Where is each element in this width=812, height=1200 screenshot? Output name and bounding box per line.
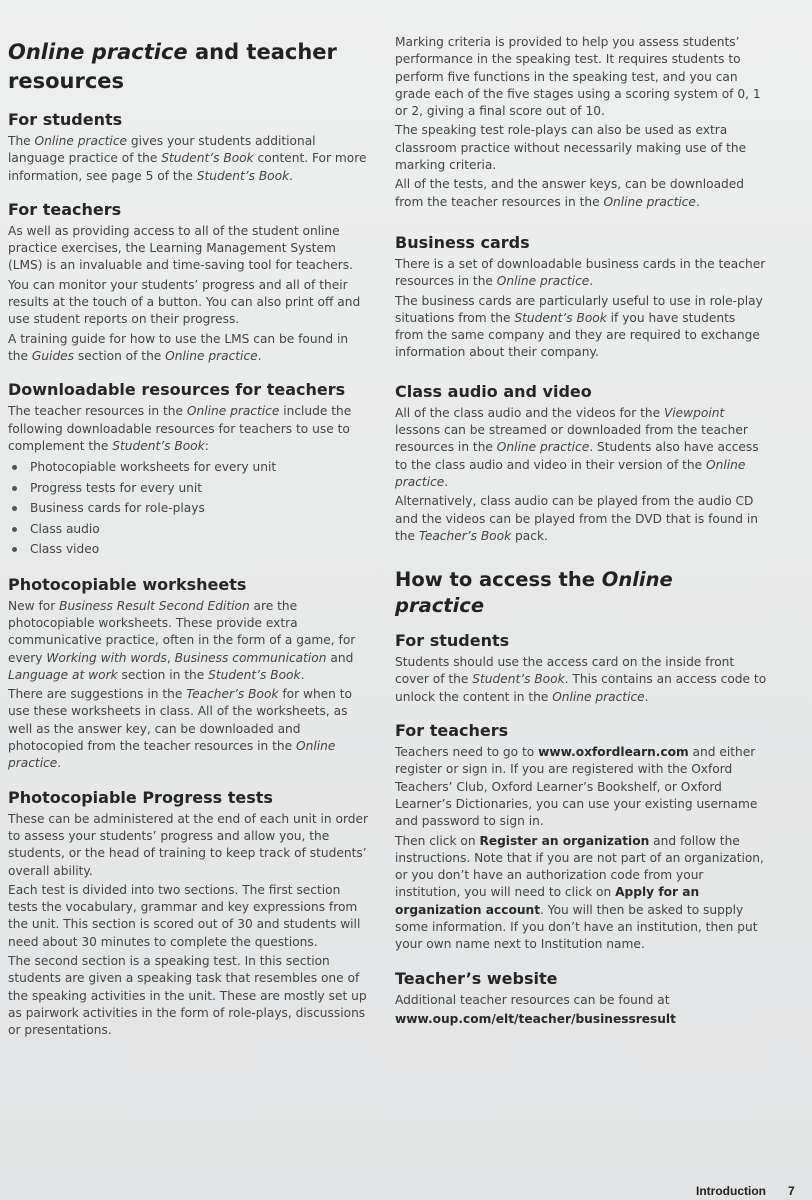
- left-column: [8, 38, 368, 1054]
- audio-video-section: [395, 382, 767, 545]
- page-number: 7: [787, 1184, 795, 1198]
- access-teachers-paragraph-1: Teachers need to go to www.oxfordlearn.com and either register or sign in. If you are registered with the Oxford Teachers’ Club, Oxford Learner’s Bookshelf, or Oxford Learner’s Dictionaries, you can use your existing username and password to sign in.: [395, 745, 758, 829]
- list-item: Class audio: [8, 519, 368, 540]
- students-section: [8, 110, 368, 185]
- list-item: Progress tests for every unit: [8, 478, 368, 499]
- students-heading: For students: [8, 110, 123, 129]
- website-url: www.oup.com/elt/teacher/businessresult: [395, 1011, 676, 1026]
- worksheets-section: [8, 575, 368, 773]
- progress-paragraph-1: These can be administered at the end of each unit in order to assess your students’ progress and allow you, the students, or the head of training to keep track of students’ overall ability.: [8, 811, 369, 878]
- access-teachers-section: [395, 721, 767, 954]
- downloadable-paragraph: The teacher resources in the Online practice include the following downloadable resources for teachers to use to complement the Student’s Book:: [8, 404, 352, 453]
- business-cards-heading: Business cards: [395, 232, 530, 252]
- list-item: Class video: [8, 539, 368, 560]
- audio-video-heading: Class audio and video: [395, 381, 592, 401]
- access-students-heading: For students: [395, 631, 510, 651]
- page-footer: [696, 1184, 795, 1198]
- list-item: Business cards for role-plays: [8, 498, 368, 519]
- list-item: Photocopiable worksheets for every unit: [8, 457, 368, 478]
- footer-section: Introduction: [696, 1184, 766, 1198]
- website-paragraph: Additional teacher resources can be found at: [395, 992, 670, 1007]
- students-paragraph: The Online practice gives your students additional language practice of the Student’s Book content. For more information, see page 5 of the Student’s Book.: [8, 134, 367, 183]
- marking-paragraph-3: All of the tests, and the answer keys, can be downloaded from the teacher resources in the Online practice.: [395, 177, 745, 209]
- worksheets-heading: Photocopiable worksheets: [8, 574, 247, 594]
- downloadable-section: [8, 380, 368, 559]
- access-students-section: [395, 631, 767, 706]
- marking-section: [395, 34, 767, 211]
- business-cards-section: [395, 233, 767, 362]
- resource-list: [8, 457, 368, 560]
- website-section: [395, 969, 767, 1029]
- cards-paragraph-2: The business cards are particularly useful to use in role-play situations from the Student’s Book if you have students from the same company and they are required to exchange information about their company.: [395, 293, 763, 360]
- progress-paragraph-3: The second section is a speaking test. In this section students are given a speaking task that resembles one of the speaking activities in the unit. These are mostly set up as pairwork activities in the form of role-plays, discussions or presentations.: [8, 954, 367, 1038]
- cards-paragraph-1: There is a set of downloadable business cards in the teacher resources in the Online practice.: [395, 256, 766, 289]
- access-teachers-paragraph-2: Then click on Register an organization and follow the instructions. Note that if you are not part of an organization, or you don’t have an authorization code from your institution, you will need to click on Apply for an organization account. You will then be asked to supply some information. If you don’t have an institution, then put your own name next to Institution name.: [395, 833, 764, 952]
- access-teachers-heading: For teachers: [395, 721, 509, 741]
- progress-tests-heading: Photocopiable Progress tests: [8, 787, 273, 807]
- section-title: Online practice and teacher resources: [8, 40, 337, 93]
- teachers-paragraph-1: As well as providing access to all of the student online practice exercises, the Learning Management System (LMS) is an invaluable and time-saving tool for teachers.: [8, 223, 353, 273]
- worksheets-paragraph-1: New for Business Result Second Edition are the photocopiable worksheets. These provide extra communicative practice, often in the form of a game, for every Working with words, Business communication and Language at work section in the Student’s Book.: [8, 598, 356, 682]
- downloadable-heading: Downloadable resources for teachers: [8, 380, 346, 400]
- audio-paragraph-2: Alternatively, class audio can be played from the audio CD and the videos can be played from the DVD that is found in the Teacher’s Book pack.: [395, 494, 759, 543]
- access-title: How to access the Online practice: [395, 568, 673, 618]
- worksheets-paragraph-2: There are suggestions in the Teacher’s Book for when to use these worksheets in class. All of the worksheets, as well as the answer key, can be downloaded and photocopied from the teacher resources in the Online practice.: [8, 687, 353, 771]
- teachers-paragraph-2: You can monitor your students’ progress and all of their results at the touch of a button. You can also print off and use student reports on their progress.: [8, 277, 361, 327]
- audio-paragraph-1: All of the class audio and the videos for the Viewpoint lessons can be streamed or downloaded from the teacher resources in the Online practice. Students also have access to the class audio and video in their version of the Online practice.: [395, 405, 759, 489]
- progress-paragraph-2: Each test is divided into two sections. The first section tests the vocabulary, grammar and key expressions from the unit. This section is scored out of 30 and students will need about 30 minutes to complete the questions.: [8, 882, 361, 949]
- right-column: [395, 34, 767, 1043]
- teachers-section: [8, 200, 368, 365]
- progress-tests-section: [8, 788, 368, 1040]
- teachers-paragraph-3: A training guide for how to use the LMS can be found in the Guides section of the Online practice.: [8, 331, 349, 363]
- marking-paragraph-1: Marking criteria is provided to help you assess students’ performance in the speaking test. It requires students to perform five functions in the speaking test, and you can grade each of the five stages using a scoring system of 0, 1 or 2, giving a final score out of 10.: [395, 35, 761, 119]
- website-heading: Teacher’s website: [395, 968, 558, 988]
- teachers-heading: For teachers: [8, 199, 122, 219]
- marking-paragraph-2: The speaking test role-plays can also be used as extra classroom practice without necessarily making use of the marking criteria.: [395, 123, 747, 173]
- access-students-paragraph: Students should use the access card on the inside front cover of the Student’s Book. This contains an access code to unlock the content in the Online practice.: [395, 655, 767, 704]
